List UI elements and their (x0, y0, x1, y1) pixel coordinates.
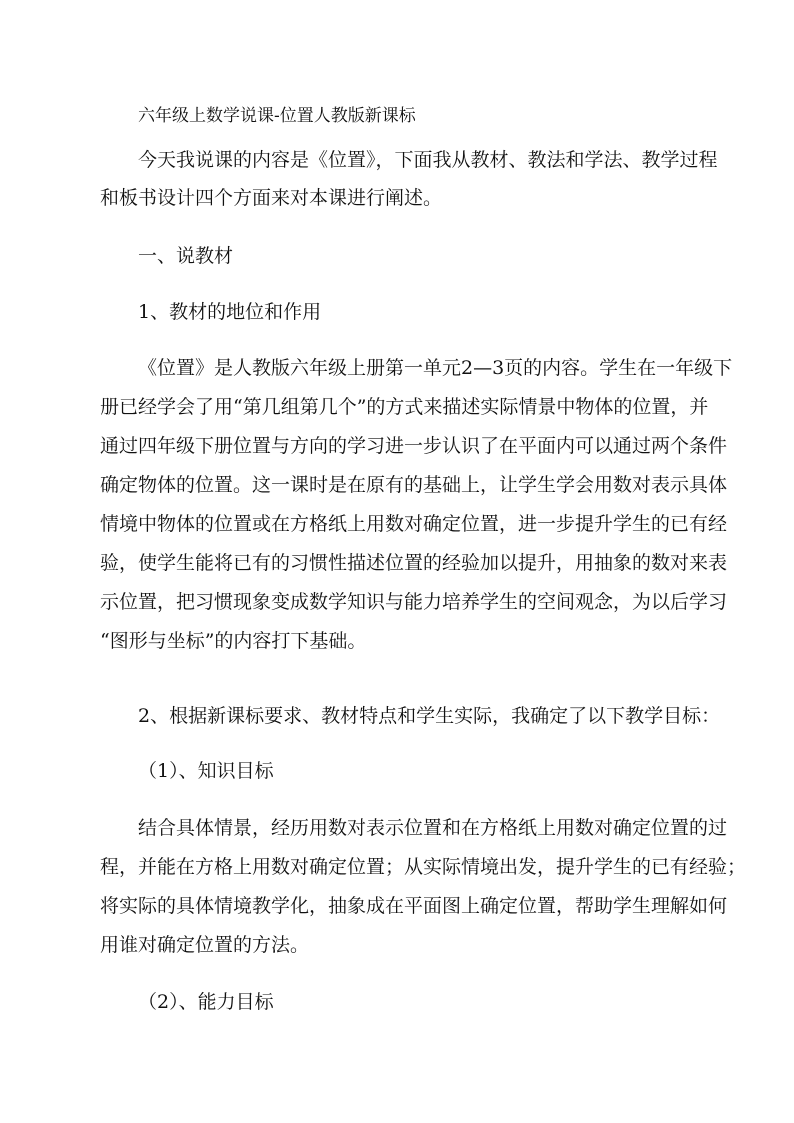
paragraph-line: 册已经学会了用“第几组第几个”的方式来描述实际情景中物体的位置，并 (100, 396, 709, 418)
subheading-role: 1、教材的地位和作用 (138, 301, 322, 323)
paragraph-line: 示位置，把习惯现象变成数学知识与能力培养学生的空间观念，为以后学习 (100, 591, 728, 613)
intro-line-2: 和板书设计四个方面来对本课进行阐述。 (100, 187, 443, 209)
paragraph-line: “图形与坐标”的内容打下基础。 (100, 630, 367, 652)
paragraph-line: 验，使学生能将已有的习惯性描述位置的经验加以提升，用抽象的数对来表 (100, 552, 728, 574)
intro-line-1: 今天我说课的内容是《位置》，下面我从教材、教法和学法、教学过程 (138, 149, 718, 171)
document-title: 六年级上数学说课-位置人教版新课标 (138, 106, 416, 126)
paragraph-line: 结合具体情景，经历用数对表示位置和在方格纸上用数对确定位置的过 (138, 817, 728, 839)
paragraph-line: 程，并能在方格上用数对确定位置；从实际情境出发，提升学生的已有经验； (100, 856, 747, 878)
goal-heading-ability: （2）、能力目标 (138, 991, 274, 1013)
paragraph-line: 确定物体的位置。这一课时是在原有的基础上，让学生学会用数对表示具体 (100, 474, 728, 496)
paragraph-line: 用谁对确定位置的方法。 (100, 934, 310, 956)
goal-heading-knowledge: （1）、知识目标 (138, 760, 274, 782)
paragraph-line: 情境中物体的位置或在方格纸上用数对确定位置，进一步提升学生的已有经 (100, 513, 728, 535)
section-heading-teaching-material: 一、说教材 (138, 245, 234, 267)
paragraph-line: 将实际的具体情境教学化，抽象成在平面图上确定位置，帮助学生理解如何 (100, 895, 728, 917)
subheading-objectives: 2、根据新课标要求、教材特点和学生实际，我确定了以下教学目标： (138, 705, 721, 727)
paragraph-line: 通过四年级下册位置与方向的学习进一步认识了在平面内可以通过两个条件 (100, 435, 728, 457)
paragraph-line: 《位置》是人教版六年级上册第一单元2—3页的内容。学生在一年级下 (138, 357, 733, 379)
